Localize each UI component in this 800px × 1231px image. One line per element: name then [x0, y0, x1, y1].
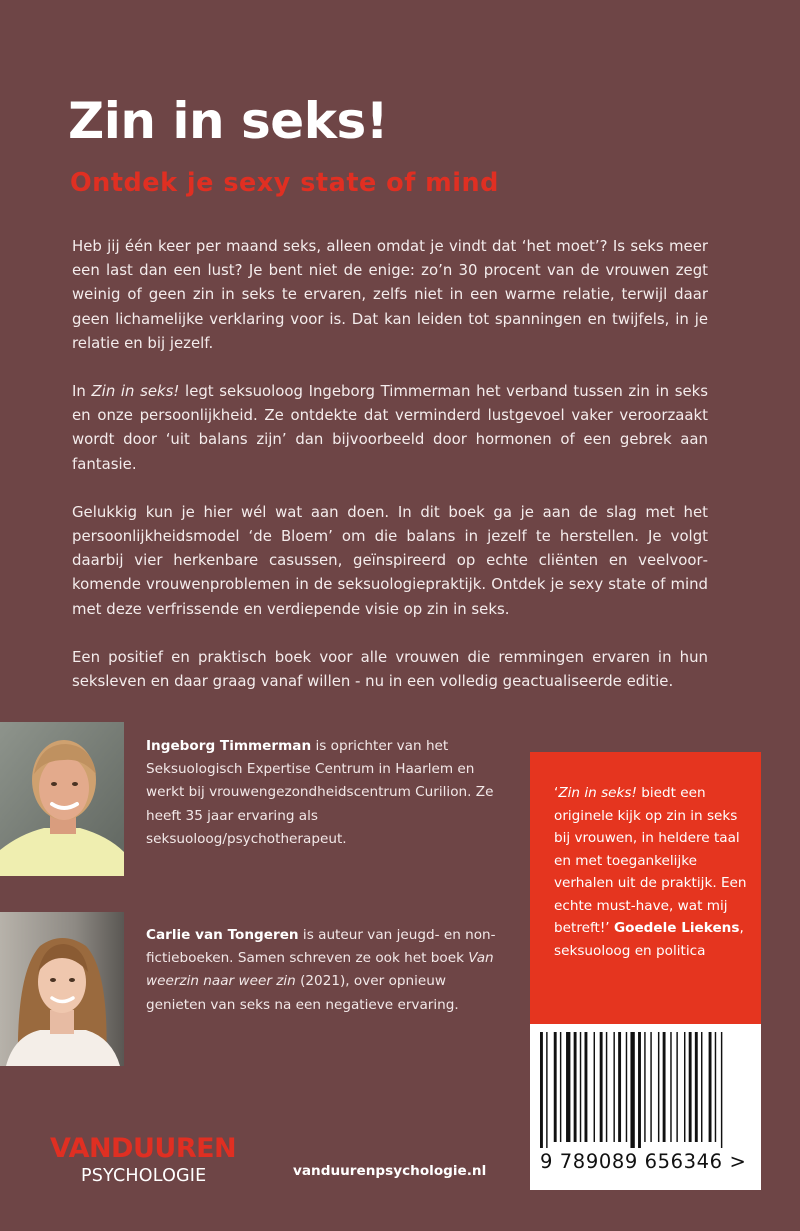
book-subtitle: Ontdek je sexy state of mind	[70, 168, 499, 198]
blurb-book-title: Zin in seks!	[91, 382, 180, 401]
ean-number: 9 789089 656346 >	[540, 1150, 747, 1173]
author-bio-ingeborg	[146, 735, 496, 851]
author-name: Carlie van Tongeren	[146, 927, 299, 943]
author-bio-text: is oprichter van het Seksuologisch Expertise Centrum in Haarlem en werkt bij vrouwengezondheidscentrum Curilion. Ze heeft 35 jaar ervaring als seksuoloog/psychotherapeut.	[146, 738, 494, 847]
publisher-logo-sub: PSYCHOLOGIE	[81, 1166, 207, 1186]
quote-book-title: Zin in seks!	[558, 785, 637, 801]
blurb-text: legt seksuoloog Ingeborg Timmerman het verband tussen zin in seks en onze persoonlijkheid. Ze ontdekte dat verminderd lustgevoel vaker veroorzaakt wordt door ‘uit balans zijn’ dan bijvoorbeeld door hormonen of een gebrek aan fantasie.	[72, 382, 708, 473]
quote-open-mark: ‘	[554, 785, 559, 801]
author-bio-text: (2021), over opnieuw genieten van seks na een negatieve ervaring.	[146, 973, 459, 1013]
blurb-text: In	[72, 382, 92, 401]
book-title: Zin in seks!	[68, 92, 389, 150]
endorsement-quote-box	[530, 752, 761, 1024]
author-photo-carlie	[0, 912, 124, 1066]
barcode-bars	[530, 1024, 761, 1148]
publisher-logo	[50, 1133, 260, 1189]
author-bio-book-title: Van weerzin naar weer zin	[146, 950, 494, 990]
quote-text: biedt een originele kijk op zin in seks bij vrouwen, in heldere taal en met toegankelijke verhalen uit de praktijk. Een echte must-have, wat mij betreft!’	[554, 785, 747, 936]
author-bio-carlie	[146, 924, 496, 1017]
quote-author: Goedele Liekens	[613, 920, 740, 936]
back-cover-blurb	[72, 234, 708, 717]
author-name: Ingeborg Timmerman	[146, 738, 312, 754]
blurb-paragraph-3: Gelukkig kun je hier wél wat aan doen. In dit boek ga je aan de slag met het persoonlijkheidsmodel ‘de Bloem’ om die balans in jezelf te herstellen. Je volgt daarbij vier herkenbare casussen, geïnspireerd op echte cliënten en veelvoorkomende vrouwenproblemen in de seksuologiepraktijk. Ontdek je sexy state of mind met deze verfrissende en verdiepende visie op zin in seks.	[72, 502, 708, 618]
isbn-barcode	[530, 1024, 761, 1190]
blurb-paragraph-4: Een positief en praktisch boek voor alle vrouwen die remmingen ervaren in hun seksleven en daar graag vanaf willen - nu in een volledig geactualiseerde editie.	[72, 647, 708, 691]
blurb-paragraph-1: Heb jij één keer per maand seks, alleen omdat je vindt dat ‘het moet’? Is seks meer een last dan een lust? Je bent niet de enige: zo’n 30 procent van de vrouwen zegt weinig of geen zin in seks te ervaren, zelfs niet in een warme relatie, terwijl daar geen lichamelijke verklaring voor is. Dat kan leiden tot spanningen en twijfels, in je relatie en bij jezelf.	[72, 237, 708, 352]
blurb-paragraph-2	[72, 379, 708, 476]
publisher-url: vanduurenpsychologie.nl	[293, 1163, 487, 1179]
author-photo-ingeborg	[0, 722, 124, 876]
publisher-logo-main: VANDUUREN	[50, 1133, 237, 1164]
author-bio-text: is auteur van jeugd- en non-fictieboeken. Samen schreven ze ook het boek	[146, 927, 496, 967]
quote-author-role: , seksuoloog en politica	[554, 920, 744, 959]
